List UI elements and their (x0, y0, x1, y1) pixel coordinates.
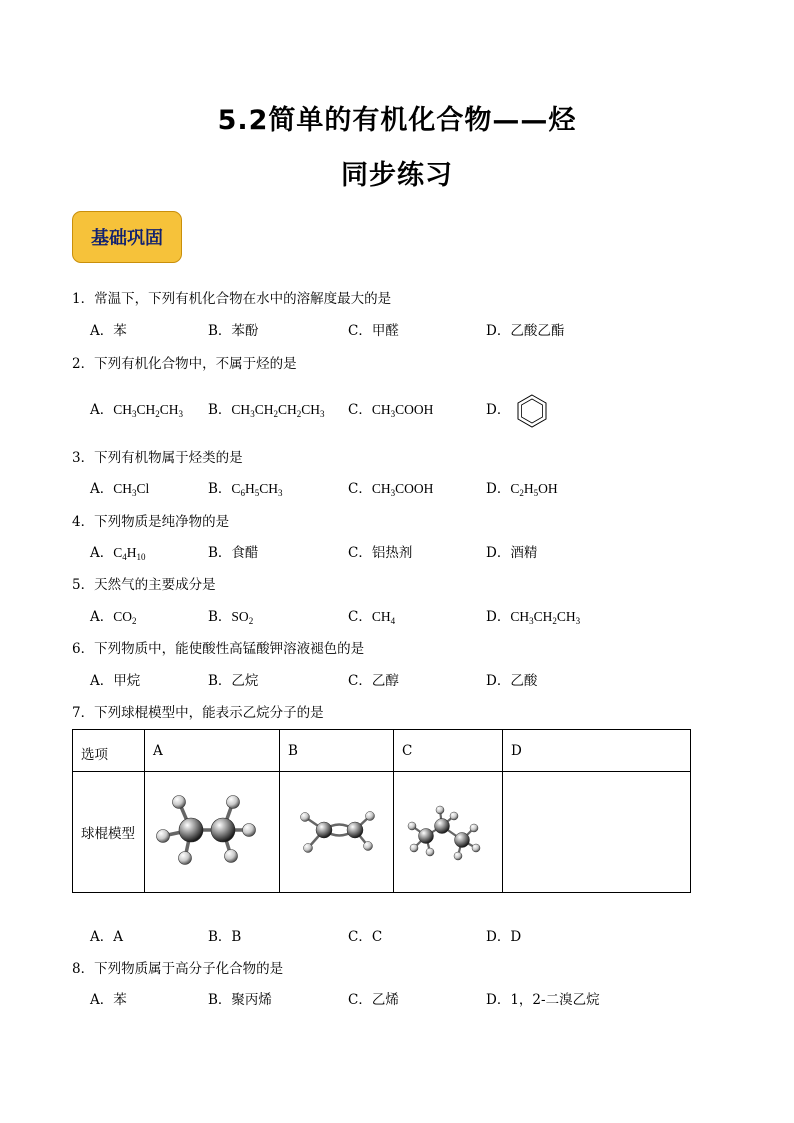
q8-option-b: B．聚丙烯 (208, 992, 272, 1008)
table-header-cell: A (145, 730, 280, 772)
q4-option-d: D．酒精 (486, 545, 538, 561)
q8-option-a: A．苯 (90, 992, 127, 1008)
q6-option-d: D．乙酸 (486, 673, 538, 689)
q2-option-b: B．$CH_3CH_2CH_2CH_3$ (208, 402, 325, 419)
q7-option-b: B．B (208, 929, 242, 945)
q7-option-c: C．C (348, 929, 383, 945)
question-5-stem: 5．天然气的主要成分是 (72, 577, 216, 593)
q1-option-d: D．乙酸乙酯 (486, 323, 565, 339)
table-header-cell: 选项 (73, 730, 145, 772)
model-d-cell (503, 772, 691, 893)
q2-option-d: D． (486, 402, 511, 418)
question-8-stem: 8．下列物质属于高分子化合物的是 (72, 961, 284, 977)
q4-option-a: A．$C_4H_{10}$ (90, 545, 146, 562)
q6-option-b: B．乙烷 (208, 673, 259, 689)
model-c-cell (394, 772, 503, 893)
question-4-stem: 4．下列物质是纯净物的是 (72, 514, 230, 530)
q4-option-c: C．铝热剂 (348, 545, 413, 561)
q3-option-a: A．$CH_3Cl$ (90, 481, 150, 498)
q5-option-b: B．$SO_2$ (208, 609, 254, 626)
question-3-stem: 3．下列有机物属于烃类的是 (72, 450, 243, 466)
model-b-cell (280, 772, 394, 893)
question-6-stem: 6．下列物质中，能使酸性高锰酸钾溶液褪色的是 (72, 641, 365, 657)
ethene-ball-stick-model-icon (280, 772, 393, 888)
table-header-cell: B (280, 730, 394, 772)
q1-option-a: A．苯 (90, 323, 127, 339)
q3-option-b: B．$C_6H_5CH_3$ (208, 481, 283, 498)
row-label: 球棍模型 (73, 772, 145, 893)
q7-option-d: D．D (486, 929, 522, 945)
q3-option-c: C．$CH_3COOH$ (348, 481, 434, 498)
section-badge: 基础巩固 (72, 211, 182, 263)
doc-subtitle: 同步练习 (341, 160, 453, 191)
question-7-stem: 7．下列球棍模型中，能表示乙烷分子的是 (72, 705, 324, 721)
q1-option-b: B．苯酚 (208, 323, 259, 339)
q1-option-c: C．甲醛 (348, 323, 399, 339)
q5-option-a: A．$CO_2$ (90, 609, 137, 626)
q3-option-d: D．$C_2H_5OH$ (486, 481, 558, 498)
q8-option-d: D．1，2-二溴乙烷 (486, 992, 600, 1008)
q6-option-c: C．乙醇 (348, 673, 399, 689)
question-1-stem: 1．常温下，下列有机化合物在水中的溶解度最大的是 (72, 291, 392, 307)
q6-option-a: A．甲烷 (90, 673, 141, 689)
q5-option-d: D．$CH_3CH_2CH_3$ (486, 609, 581, 626)
model-table (72, 729, 691, 893)
ethane-ball-stick-model-icon (145, 772, 279, 888)
q8-option-c: C．乙烯 (348, 992, 399, 1008)
q7-option-a: A．A (90, 929, 123, 945)
q5-option-c: C．$CH_4$ (348, 609, 396, 626)
model-a-cell (145, 772, 280, 893)
doc-title: 5.2简单的有机化合物——烃 (217, 105, 577, 136)
table-header-cell: D (503, 730, 691, 772)
propane-ball-stick-model-icon (394, 772, 502, 888)
q4-option-b: B．食醋 (208, 545, 259, 561)
q2-option-a: A．$CH_3CH_2CH_3$ (90, 402, 184, 419)
q2-option-c: C．$CH_3COOH$ (348, 402, 434, 419)
question-2-stem: 2．下列有机化合物中，不属于烃的是 (72, 356, 297, 372)
table-header-cell: C (394, 730, 503, 772)
benzene-ring-icon (514, 393, 550, 429)
